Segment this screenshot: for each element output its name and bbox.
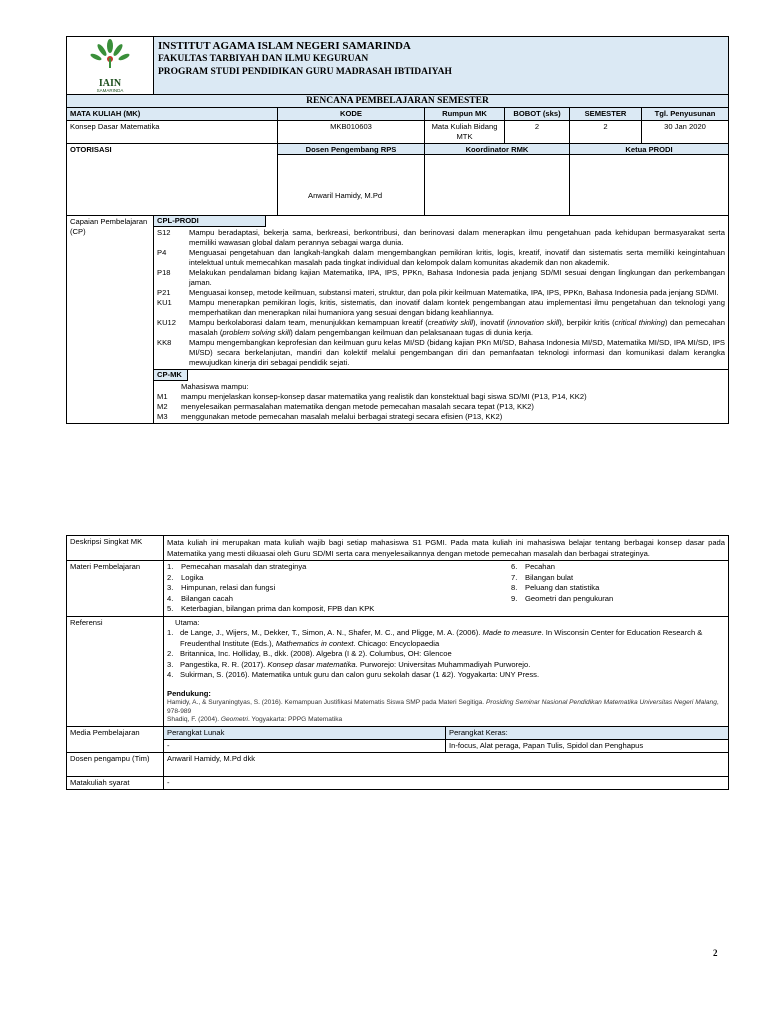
cpl-code: KU12 <box>157 318 176 327</box>
material-num: 8. <box>511 583 518 592</box>
label-prerequisite: Matakuliah syarat <box>67 776 164 789</box>
materials-cell <box>164 561 729 617</box>
label-cluster: Rumpun MK <box>425 108 505 121</box>
reference-item <box>167 670 725 681</box>
references-cell <box>164 616 729 726</box>
auth-head-cell <box>570 144 729 216</box>
material-num: 7. <box>511 572 518 582</box>
label-media: Media Pembelajaran <box>67 726 164 752</box>
value-date: 30 Jan 2020 <box>642 121 729 144</box>
rps-header-table <box>66 36 729 424</box>
cpl-code: P4 <box>157 248 167 257</box>
cpl-item <box>157 298 725 318</box>
cp-mk-list <box>154 381 728 423</box>
cpl-text: Mampu mengembangkan keprofesian dan keilmuan guru kelas MI/SD (bidang kajian PKn MI/SD, Bahasa Indonesia MI/SD, Matematika MI/SD, IPA MI/SD, IPS MI/SD) secara berkelanjutan, mandiri dan kolektif melalui pengembangan diri dan pemanfaatan teknologi informasi dan komunikasi dalam kerangka mewujudkan kinerja diri sebagai pendidik sejati. <box>189 338 725 367</box>
label-software: Perangkat Lunak <box>164 726 446 739</box>
reference-item <box>167 649 725 660</box>
cpl-item <box>157 228 725 248</box>
cpl-item <box>157 288 725 298</box>
cpl-code: KK8 <box>157 338 172 347</box>
references-main-label: Utama: <box>175 617 200 627</box>
cpl-item <box>157 248 725 268</box>
material-item <box>167 594 441 605</box>
material-num: 4. <box>167 593 174 603</box>
material-text: Keterbagian, bilangan prima dan komposit, FPB dan KPK <box>181 604 375 613</box>
cpl-text: Menguasai konsep, metode keilmuan, substansi materi, struktur, dan pola pikir keilmuan Matematika, IPA, IPS, PPKn, Bahasa Indonesia pada jenjang SD/MI. <box>189 288 719 297</box>
auth-coordinator-cell <box>425 144 570 216</box>
cpmk-code: M1 <box>157 392 168 401</box>
material-num: 9. <box>511 593 518 603</box>
value-lecturer: Anwaril Hamidy, M.Pd dkk <box>164 752 729 776</box>
cpl-text: Mampu berkolaborasi dalam team, menunjukkan kemampuan kreatif (creativity skill), inovatif (innovation skill), berpikir kritis (critical thinking) dan pemecahan masalah (problem solving skill) dalam pengembangan keilmuan dan pelaksanaan tugas di dunia kerja. <box>189 318 725 337</box>
value-software: - <box>164 739 446 752</box>
logo-subtext: SAMARINDA <box>96 88 124 93</box>
institution-name: INSTITUT AGAMA ISLAM NEGERI SAMARINDA <box>158 40 411 52</box>
value-course: Konsep Dasar Matematika <box>67 121 278 144</box>
cpmk-item <box>157 392 725 402</box>
material-num: 3. <box>167 583 174 592</box>
cpmk-code: M3 <box>157 412 168 421</box>
document-title: RENCANA PEMBELAJARAN SEMESTER <box>67 95 729 108</box>
iain-logo-icon <box>87 38 133 82</box>
cpl-code: P21 <box>157 288 171 297</box>
material-num: 6. <box>511 562 518 571</box>
reference-item <box>167 660 725 671</box>
references-support-label: Pendukung: <box>167 688 211 698</box>
material-text: Pecahan <box>525 562 555 571</box>
label-lecturer: Dosen pengampu (Tim) <box>67 752 164 776</box>
auth-developer-cell <box>278 144 425 216</box>
value-semester: 2 <box>570 121 642 144</box>
value-prerequisite: - <box>164 776 729 789</box>
material-text: Geometri dan pengukuran <box>525 593 614 603</box>
cpl-text: Menguasai pengetahuan dan langkah-langkah dalam mengembangkan pemikiran kritis, logis, kreatif, inovatif dan sistematis serta memiliki keingintahuan intelektual untuk memecahkan masalah pada tingkat individual dan kelompok dalam komunitas akademik dan non akademik. <box>189 248 725 267</box>
cp-mk-block <box>154 370 729 424</box>
cpl-prodi-list <box>154 227 728 369</box>
label-authorization: OTORISASI <box>67 144 278 216</box>
reference-text: Sukirman, S. (2016). Matematika untuk guru dan calon guru sekolah dasar (1 &2). Yogyakarta: UNY Press. <box>180 670 540 679</box>
materials-right <box>451 562 725 615</box>
material-item <box>167 573 441 584</box>
cpl-item <box>157 268 725 288</box>
cpl-prodi-block <box>154 216 729 370</box>
page-number: 2 <box>713 948 718 958</box>
material-item <box>167 583 441 594</box>
cpmk-intro-row <box>157 382 725 392</box>
materials-grid <box>167 562 725 615</box>
reference-text: de Lange, J., Wijers, M., Dekker, T., Simon, A. N., Shafer, M. C., and Pligge, M. A. (2006). Made to measure. In Wisconsin Center for Education Research & Freudenthal Institute (Eds.), Mathematics in context. Chicago: Encyclopaedia <box>180 628 703 648</box>
support-reference: Hamidy, A., & Suryaningtyas, S. (2016). Kemampuan Justifikasi Matematis Siswa SMP pada Materi Segitiga. Prosiding Seminar Nasional Pendidikan Matematika Universitas Negeri Malang, 978-989 <box>167 699 719 715</box>
material-num: 1. <box>167 562 174 571</box>
cpl-text: Melakukan pendalaman bidang kajian Matematika, IPA, IPS, PPKn, Bahasa Indonesia pada jenjang SD/MI sesuai dengan lingkungan dan perkembangan jaman. <box>189 268 725 287</box>
material-text: Logika <box>181 572 204 582</box>
cpmk-intro: Mahasiswa mampu: <box>181 382 249 391</box>
label-code: KODE <box>278 108 425 121</box>
label-hardware: Perangkat Keras: <box>446 726 729 739</box>
institution-block <box>154 37 729 95</box>
auth-developer-name: Anwaril Hamidy, M.Pd <box>308 191 383 200</box>
auth-role-coordinator: Koordinator RMK <box>425 144 569 155</box>
cpl-text: Mampu beradaptasi, bekerja sama, berkreasi, berkontribusi, dan berinovasi dalam menerapkan ilmu pengetahuan pada kehidupan bermasyarakat serta memiliki wawasan global dalam perannya sebagai warga dunia. <box>189 228 725 247</box>
value-credits: 2 <box>505 121 570 144</box>
materials-left <box>167 562 441 615</box>
label-date: Tgl. Penyusunan <box>642 108 729 121</box>
cpl-text: Mampu menerapkan pemikiran logis, kritis, sistematis, dan inovatif dalam kontek pengembangan atau implementasi ilmu pengetahuan dan teknologi yang memperhatikan dan menerapkan nilai humaniora yang sesuai dengan bidang keahliannya. <box>189 298 725 317</box>
cpmk-item <box>157 412 725 422</box>
cpmk-text: menyelesaikan permasalahan matematika dengan metode pemecahan masalah secara tepat (P13, KK2) <box>181 402 534 411</box>
cp-mk-label: CP-MK <box>154 370 188 381</box>
material-text: Pemecahan masalah dan strateginya <box>181 562 307 571</box>
cpl-item <box>157 338 725 368</box>
cpl-item <box>157 318 725 338</box>
material-item <box>511 583 725 594</box>
material-text: Himpunan, relasi dan fungsi <box>181 583 276 592</box>
label-description: Deskripsi Singkat MK <box>67 536 164 561</box>
material-item <box>167 562 441 573</box>
institution-logo <box>67 37 154 95</box>
program-name: PROGRAM STUDI PENDIDIKAN GURU MADRASAH IBTIDAIYAH <box>158 67 452 77</box>
cpl-code: P18 <box>157 268 171 277</box>
material-item <box>167 604 441 615</box>
reference-num: 2. <box>167 649 174 658</box>
cpmk-text: mampu menjelaskan konsep-konsep dasar matematika yang realistik dan konstektual bagi siswa SD/MI (P13, P14, KK2) <box>181 392 587 401</box>
material-item <box>511 562 725 573</box>
reference-item <box>167 628 725 649</box>
material-text: Bilangan cacah <box>181 593 233 603</box>
reference-text: Pangestika, R. R. (2017). Konsep dasar matematika. Purworejo: Universitas Muhammadiyah Purworejo. <box>180 659 531 669</box>
support-reference: Shadiq, F. (2004). Geometri. Yogyakarta: PPPG Matematika <box>167 716 343 724</box>
cpl-prodi-label: CPL-PRODI <box>154 216 266 227</box>
label-references: Referensi <box>67 616 164 726</box>
value-cluster: Mata Kuliah Bidang MTK <box>425 121 505 144</box>
material-item <box>511 594 725 605</box>
cpmk-code: M2 <box>157 402 168 411</box>
logo-text: IAIN <box>98 78 122 89</box>
material-text: Bilangan bulat <box>525 572 574 582</box>
cpl-code: KU1 <box>157 298 172 307</box>
reference-num: 4. <box>167 670 174 679</box>
auth-role-head: Ketua PRODI <box>570 144 728 155</box>
value-hardware: In-focus, Alat peraga, Papan Tulis, Spidol dan Penghapus <box>446 739 729 752</box>
material-num: 5. <box>167 604 174 613</box>
value-code: MKB010603 <box>278 121 425 144</box>
label-credits: BOBOT (sks) <box>505 108 570 121</box>
material-item <box>511 573 725 584</box>
label-course: MATA KULIAH (MK) <box>67 108 278 121</box>
label-cp: Capaian Pembelajaran (CP) <box>67 216 154 424</box>
reference-num: 1. <box>167 628 174 637</box>
rps-detail-table <box>66 535 729 790</box>
cpmk-text: menggunakan metode pemecahan masalah melalui berbagai strategi secara efisien (P13, KK2) <box>181 412 503 421</box>
cpmk-item <box>157 402 725 412</box>
label-materials: Materi Pembelajaran <box>67 561 164 617</box>
reference-text: Britannica, Inc. Holliday, B., dkk. (2008). Algebra (I & 2). Columbus, OH: Glencoe <box>180 649 452 658</box>
auth-role-developer: Dosen Pengembang RPS <box>278 144 424 155</box>
material-text: Peluang dan statistika <box>525 583 600 592</box>
faculty-name: FAKULTAS TARBIYAH DAN ILMU KEGURUAN <box>158 54 369 64</box>
cpl-code: S12 <box>157 228 171 237</box>
description-text: Mata kuliah ini merupakan mata kuliah wajib bagi setiap mahasiswa S1 PGMI. Pada mata kuliah ini mahasiswa belajar tentang berbagai konsep dasar pada Matematika yang mesti dikuasai oleh Guru SD/MI serta cara menyelesaikannya dengan metode pemecahan masalah dan berbagai strateginya. <box>164 536 729 561</box>
reference-num: 3. <box>167 659 174 669</box>
material-num: 2. <box>167 572 174 582</box>
label-semester-date: SEMESTER <box>570 108 642 121</box>
